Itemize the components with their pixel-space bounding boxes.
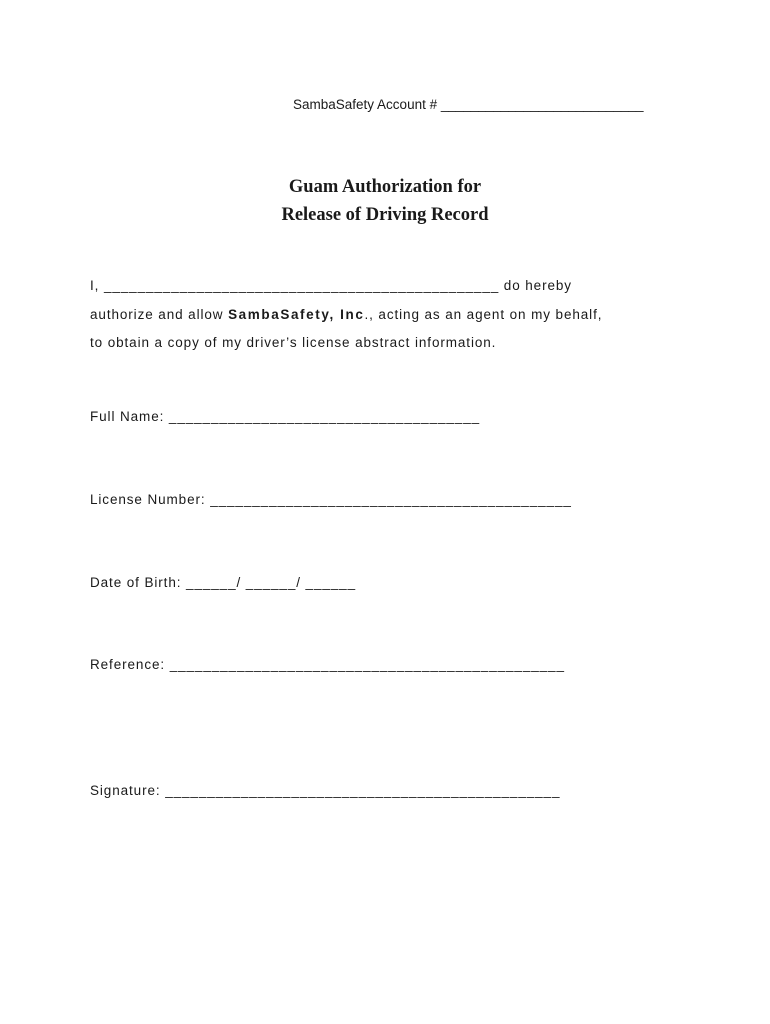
- license-number-label: License Number:: [90, 492, 206, 507]
- authorization-line-2-prefix: authorize and allow: [90, 307, 229, 322]
- signature-blank: _______________________________________________: [160, 783, 561, 798]
- reference-blank: _______________________________________________: [165, 657, 565, 672]
- reference-label: Reference:: [90, 657, 166, 672]
- account-number-line: SambaSafety Account # ___________________________: [293, 97, 644, 112]
- authorization-line-2: [90, 307, 602, 322]
- date-of-birth-field: [90, 575, 356, 590]
- license-number-field: [90, 492, 572, 507]
- full-name-blank: _____________________________________: [164, 409, 481, 424]
- document-title-line-2: Release of Driving Record: [281, 205, 489, 225]
- authorization-line-1: I, _______________________________________________ do hereby: [90, 278, 572, 293]
- date-of-birth-blank: ______/ ______/ ______: [181, 575, 356, 590]
- reference-field: [90, 657, 565, 672]
- date-of-birth-label: Date of Birth:: [90, 575, 182, 590]
- authorization-line-2-suffix: ., acting as an agent on my behalf,: [364, 307, 603, 322]
- document-title-line-1: Guam Authorization for: [288, 177, 482, 197]
- authorization-line-3: to obtain a copy of my driver’s license abstract information.: [90, 335, 497, 350]
- full-name-label: Full Name:: [90, 409, 165, 424]
- license-number-blank: ___________________________________________: [205, 492, 572, 507]
- company-name: SambaSafety, Inc: [228, 307, 365, 322]
- signature-label: Signature:: [90, 783, 161, 798]
- full-name-field: [90, 409, 480, 424]
- signature-field: [90, 783, 560, 798]
